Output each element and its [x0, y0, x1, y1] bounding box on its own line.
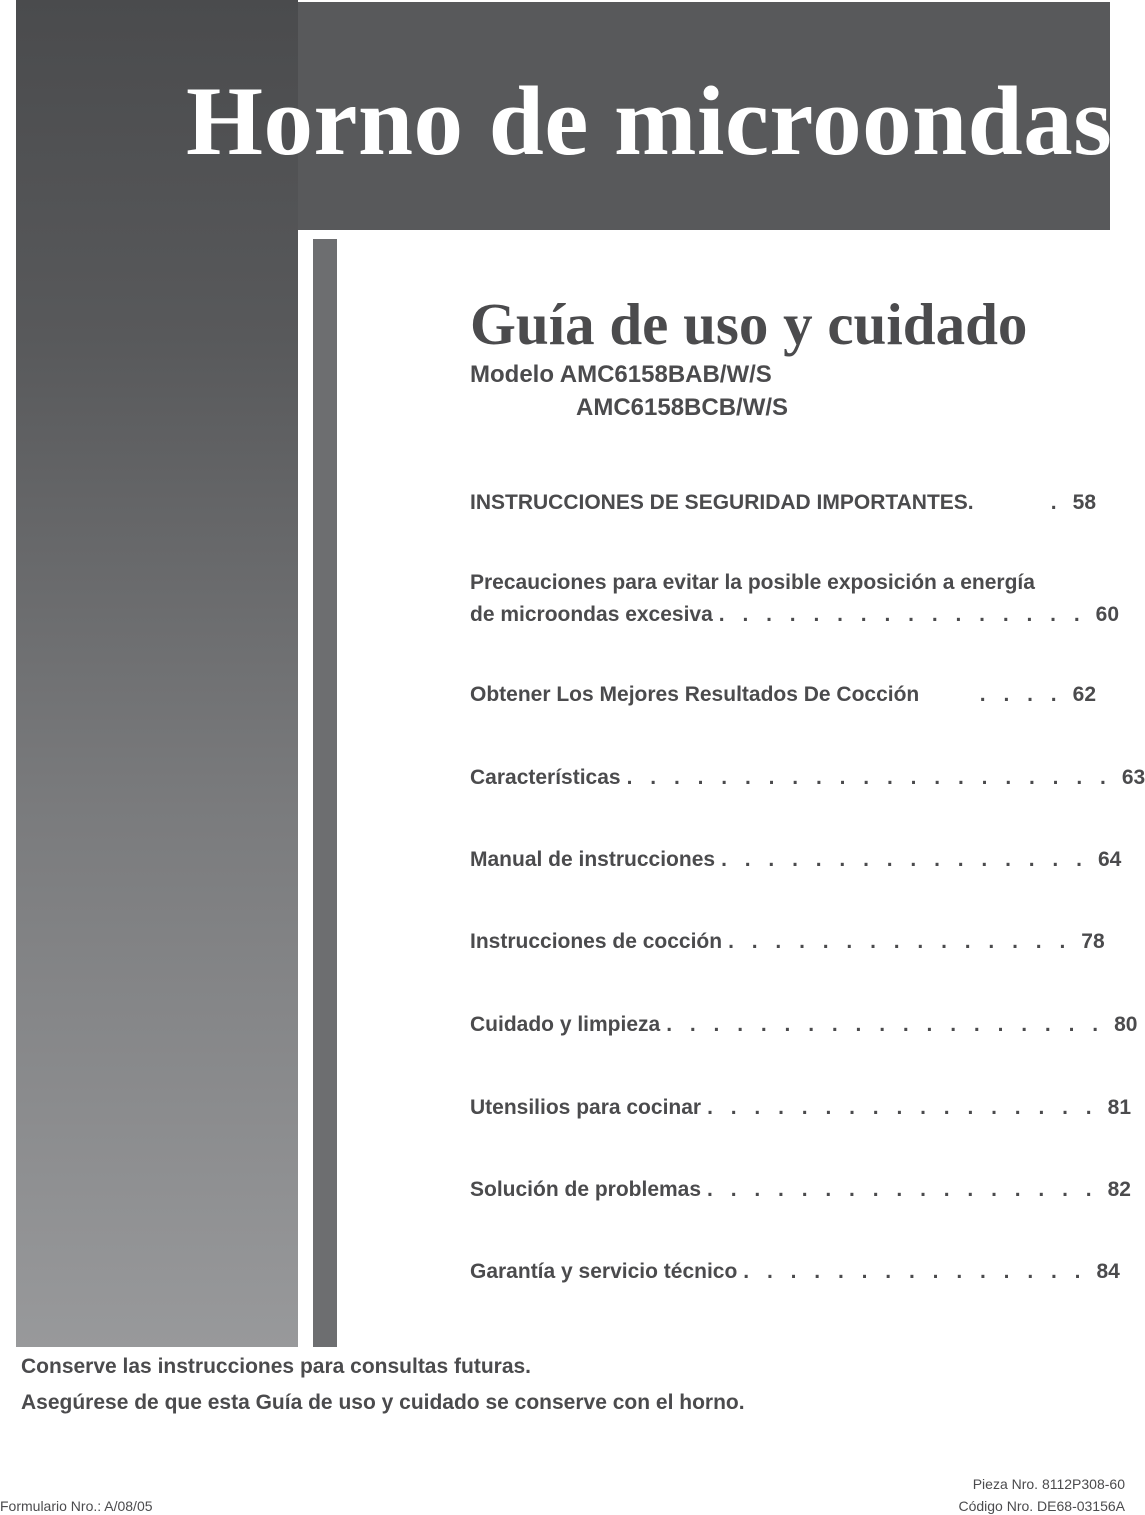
toc-page-number: 64 [1097, 848, 1122, 871]
toc-label: de microondas excesiva [470, 603, 713, 626]
footer-note-conserve: Conserve las instrucciones para consultas futuras. [21, 1355, 532, 1378]
footer-note-asegurese: Asegúrese de que esta Guía de uso y cuidado se conserve con el horno. [21, 1391, 745, 1414]
part-number: Pieza Nro. 8112P308-60 [972, 1476, 1125, 1492]
toc-leader-dots: . . . . . . . . . . . . . . . . [721, 848, 1088, 871]
toc-leader-dots: . [1050, 491, 1063, 514]
toc-page-number: 84 [1096, 1260, 1120, 1283]
toc-label: Solución de problemas [470, 1178, 702, 1201]
toc-leader-dots: . . . . . . . . . . . . . . . . [718, 603, 1086, 626]
toc-entry-resultados [470, 679, 1110, 711]
toc-leader-dots: . . . . . . . . . . . . . . . . . . . . . [626, 766, 1112, 789]
toc-leader-dots: . . . . [979, 683, 1063, 706]
toc-label: Cuidado y limpieza [470, 1013, 661, 1036]
vertical-accent-bar [313, 239, 337, 1347]
code-number: Código Nro. DE68-03156A [958, 1498, 1125, 1514]
toc-page-number: 82 [1107, 1178, 1131, 1201]
toc-entry-utensilios [470, 1092, 1131, 1124]
main-title: Horno de microondas [186, 67, 1113, 176]
form-number: Formulario Nro.: A/08/05 [0, 1498, 153, 1514]
toc-leader-dots: . . . . . . . . . . . . . . . . . . . [666, 1013, 1105, 1036]
toc-entry-precauciones [470, 567, 1120, 631]
toc-entry-caracteristicas [470, 762, 1145, 794]
toc-leader-dots: . . . . . . . . . . . . . . . . . [707, 1178, 1098, 1201]
toc-label: Manual de instrucciones [470, 848, 716, 871]
toc-page-number: 63 [1121, 766, 1145, 789]
toc-label: Características [470, 766, 621, 789]
toc-page-number: 58 [1072, 491, 1096, 514]
toc-label: Garantía y servicio técnico [470, 1260, 738, 1283]
toc-leader-dots: . . . . . . . . . . . . . . . [743, 1260, 1087, 1283]
toc-entry-seguridad [470, 487, 1110, 519]
toc-entry-garantia [470, 1256, 1120, 1288]
toc-entry-coccion [470, 926, 1110, 958]
toc-label: Instrucciones de cocción [470, 930, 723, 953]
toc-leader-dots: . . . . . . . . . . . . . . . [728, 930, 1072, 953]
toc-page-number: 80 [1114, 1013, 1138, 1036]
toc-page-number: 78 [1081, 930, 1105, 953]
toc-entry-limpieza [470, 1009, 1138, 1041]
toc-page-number: 81 [1107, 1096, 1131, 1119]
guide-title: Guía de uso y cuidado [470, 291, 1028, 357]
toc-page-number: 62 [1072, 683, 1096, 706]
toc-page-number: 60 [1095, 603, 1120, 626]
toc-label: Obtener Los Mejores Resultados De Cocción [470, 683, 920, 706]
toc-label-line1: Precauciones para evitar la posible exposición a energía [470, 571, 1035, 594]
model-line-2: AMC6158BCB/W/S [576, 394, 789, 421]
toc-entry-problemas [470, 1174, 1131, 1206]
toc-label: INSTRUCCIONES DE SEGURIDAD IMPORTANTES. [470, 491, 974, 514]
toc-label: Utensilios para cocinar [470, 1096, 702, 1119]
toc-entry-manual [470, 844, 1122, 876]
left-gradient-panel [16, 0, 298, 1347]
toc-leader-dots: . . . . . . . . . . . . . . . . . [707, 1096, 1098, 1119]
model-line-1: Modelo AMC6158BAB/W/S [470, 361, 772, 388]
